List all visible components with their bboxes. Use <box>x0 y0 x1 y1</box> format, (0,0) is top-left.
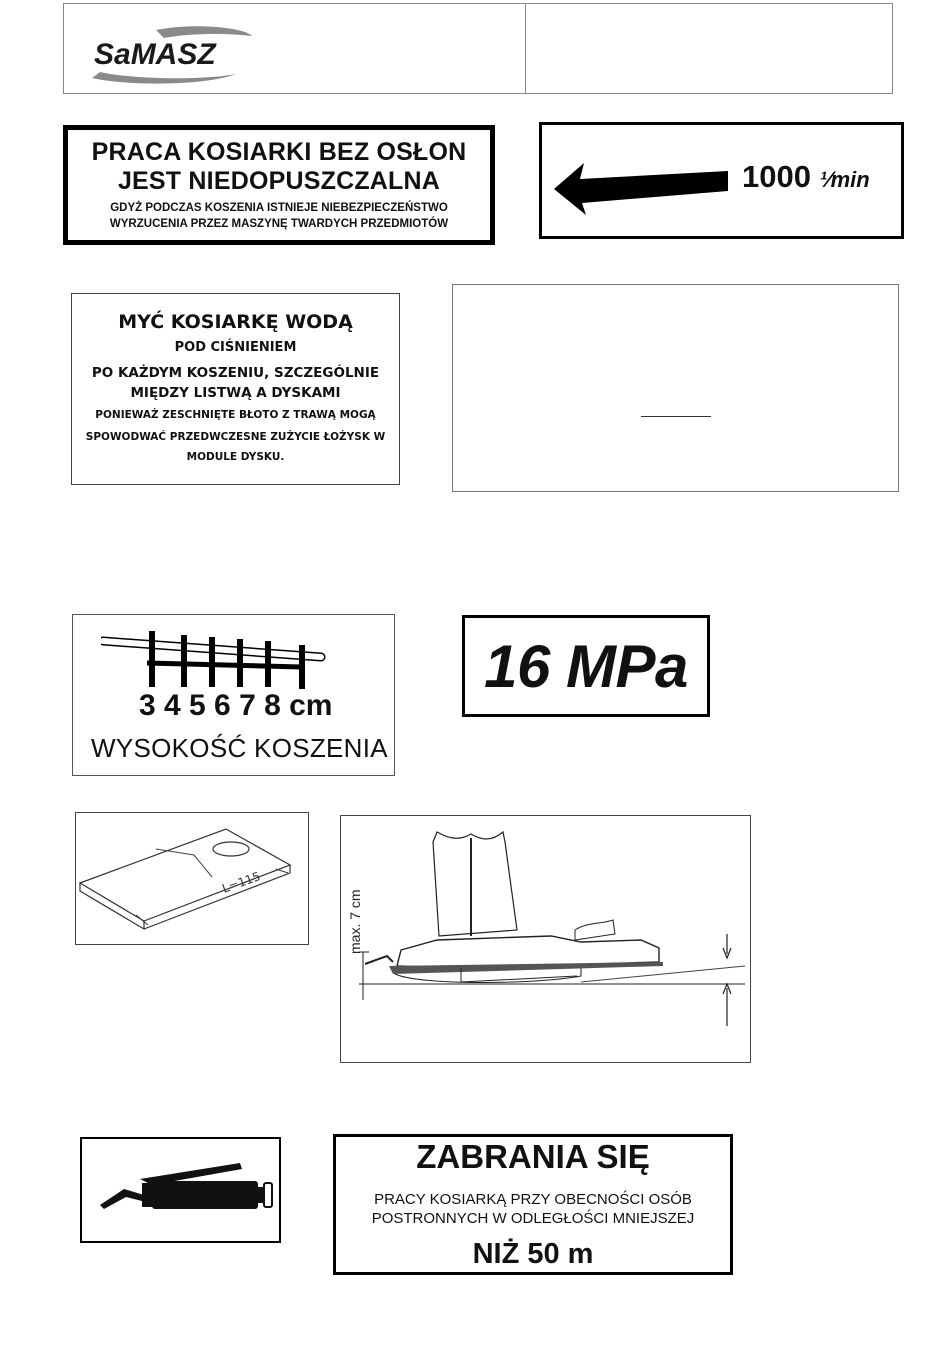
empty-label-box <box>452 284 899 492</box>
sign-pressure <box>462 615 710 717</box>
blade-icon <box>76 813 308 944</box>
grease-gun-icon <box>82 1139 279 1241</box>
sign-wash-line5: PONIEWAŻ ZESCHNIĘTE BŁOTO Z TRAWĄ MOGĄ <box>95 409 376 421</box>
rpm-unit: ¹⁄min <box>819 167 870 192</box>
sign-guards-line2: JEST NIEDOPUSZCZALNA <box>117 167 441 195</box>
sign-wash-line7: MODULE DYSKU. <box>186 451 285 463</box>
sign-guards-line1: PRACA KOSIARKI BEZ OSŁON <box>91 138 467 166</box>
pressure-value: 16 MPa <box>484 632 688 700</box>
sign-wash-line2: POD CIŚNIENIEM <box>174 340 297 355</box>
sign-cutting-height <box>72 614 395 776</box>
blade-drawing <box>75 812 309 945</box>
arrow-left-icon <box>552 161 732 217</box>
sign-prohibit-title: ZABRANIA SIĘ <box>416 1138 650 1175</box>
rpm-number: 1000 <box>742 159 811 194</box>
sign-prohibit-line1: PRACY KOSIARKĄ PRZY OBECNOŚCI OSÓB <box>374 1191 692 1208</box>
mower-cross-section-icon <box>341 816 750 1062</box>
sign-wash-line6: SPOWODWAĆ PRZEDWCZESNE ZUŻYCIE ŁOŻYSK W <box>85 431 386 443</box>
header-divider <box>525 4 526 93</box>
max-height-text: max. 7 cm <box>347 889 363 954</box>
sign-wash-mower <box>71 293 400 485</box>
sign-wash-line4: MIĘDZY LISTWĄ A DYSKAMI <box>130 385 341 401</box>
document-header <box>63 3 893 94</box>
rpm-value <box>742 159 870 195</box>
samasz-logo <box>86 24 256 84</box>
sign-guards-line4: WYRZUCENIA PRZEZ MASZYNĘ TWARDYCH PRZEDMIOTÓW <box>109 218 449 230</box>
logo-brand-text: SaMASZ <box>94 38 216 71</box>
height-numbers: 3 4 5 6 7 8 cm <box>139 689 333 722</box>
sign-rotation-speed <box>539 122 904 239</box>
short-underline <box>641 416 711 417</box>
height-scale-icon <box>101 627 331 691</box>
sign-wash-title: MYĆ KOSIARKĘ WODĄ <box>118 311 353 333</box>
sign-wash-line3: PO KAŻDYM KOSZENIU, SZCZEGÓLNIE <box>91 365 380 381</box>
sign-prohibit-line3: NIŻ 50 m <box>472 1238 594 1270</box>
grease-gun-sign <box>80 1137 281 1243</box>
blade-length-label: L=115 <box>220 869 263 896</box>
sign-bystanders-prohibited <box>333 1134 733 1275</box>
sign-guards-line3: GDYŻ PODCZAS KOSZENIA ISTNIEJE NIEBEZPIECZEŃSTWO <box>110 202 448 214</box>
sign-no-guards-warning <box>63 125 495 245</box>
sign-prohibit-line2: POSTRONNYCH W ODLEGŁOŚCI MNIEJSZEJ <box>371 1210 695 1227</box>
machine-diagram <box>340 815 751 1063</box>
height-label: WYSOKOŚĆ KOSZENIA <box>91 733 388 763</box>
